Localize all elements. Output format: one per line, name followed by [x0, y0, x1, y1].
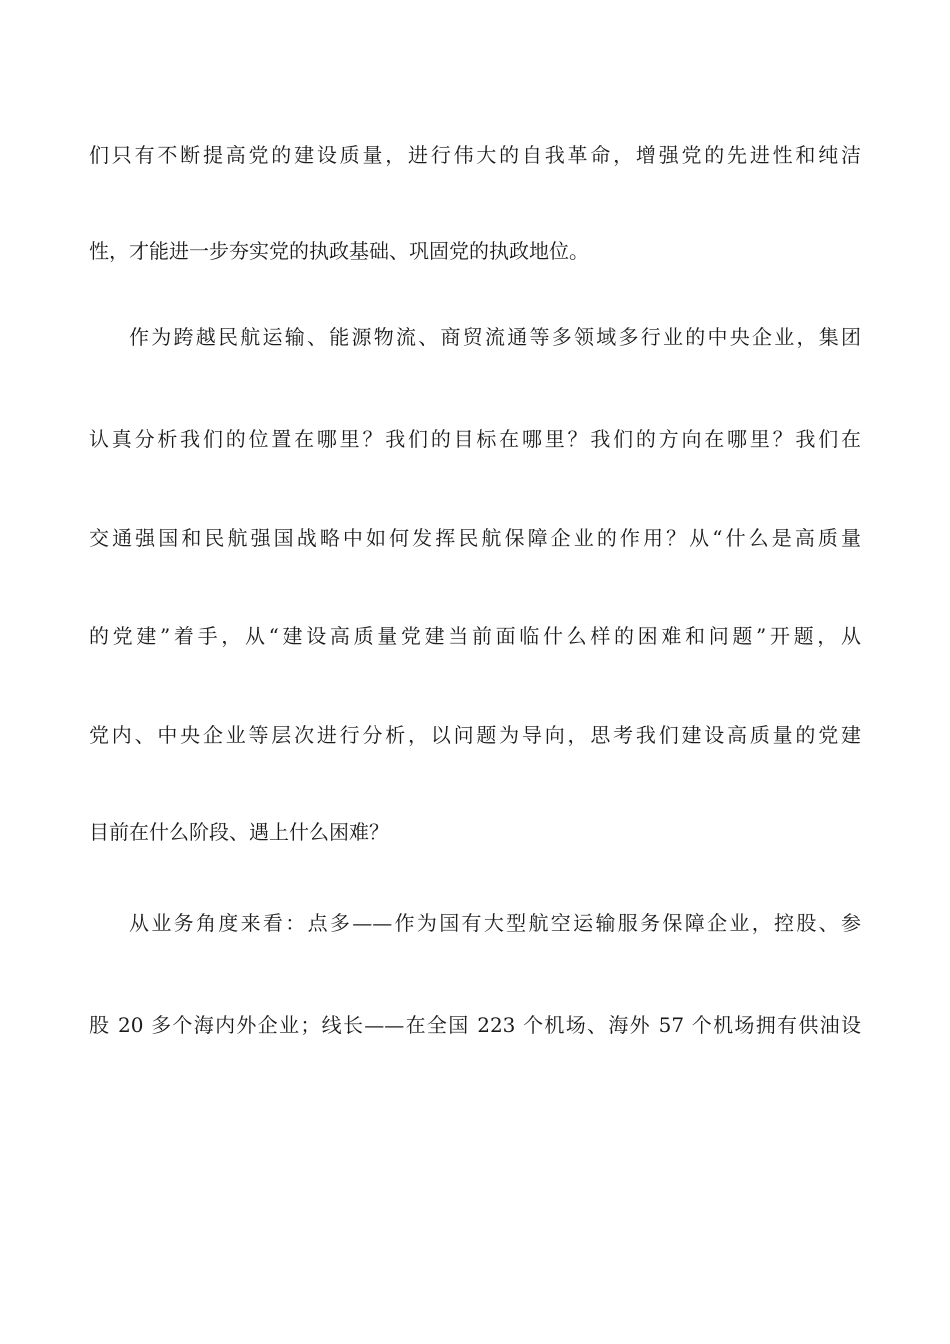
text-line: 交通强国和民航强国战略中如何发挥民航保障企业的作用？从“什么是高质量 [89, 526, 861, 550]
text-line: 们只有不断提高党的建设质量，进行伟大的自我革命，增强党的先进性和纯洁 [89, 143, 861, 167]
text-line: 目前在什么阶段、遇上什么困难？ [89, 820, 389, 844]
text-line: 性，才能进一步夯实党的执政基础、巩固党的执政地位。 [89, 239, 589, 263]
text-line: 股 20 多个海内外企业；线长——在全国 223 个机场、海外 57 个机场拥有供油设 [89, 1013, 861, 1037]
text-line: 认真分析我们的位置在哪里？我们的目标在哪里？我们的方向在哪里？我们在 [89, 427, 861, 451]
text-line: 党内、中央企业等层次进行分析，以问题为导向，思考我们建设高质量的党建 [89, 723, 861, 747]
text-line: 的党建”着手，从“建设高质量党建当前面临什么样的困难和问题”开题，从 [89, 624, 861, 648]
paragraph-start-line: 作为跨越民航运输、能源物流、商贸流通等多领域多行业的中央企业，集团 [129, 325, 861, 349]
paragraph-start-line: 从业务角度来看：点多——作为国有大型航空运输服务保障企业，控股、参 [129, 911, 861, 935]
